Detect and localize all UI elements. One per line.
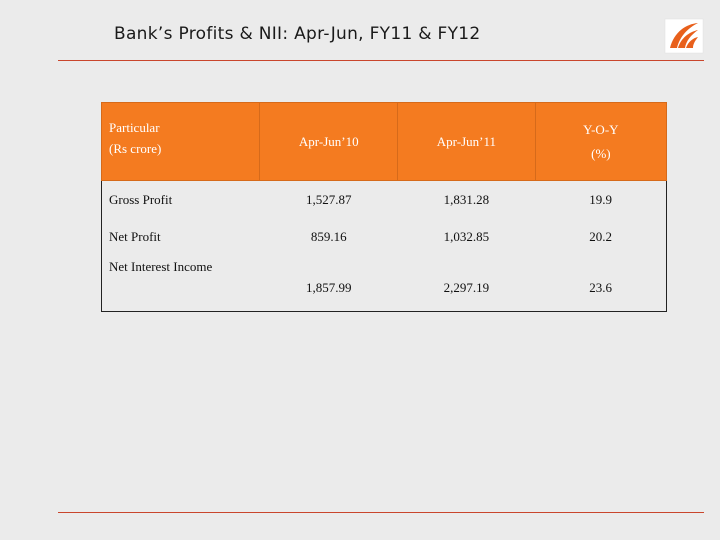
cell-period-1: 1,857.99 bbox=[306, 280, 352, 295]
header-particular-label: Particular bbox=[109, 120, 160, 135]
table-row bbox=[102, 218, 667, 255]
header-period-2: Apr-Jun’11 bbox=[398, 103, 536, 181]
row-label: Net Profit bbox=[109, 228, 161, 244]
cell-period-1: 859.16 bbox=[310, 228, 347, 244]
header-yoy bbox=[535, 103, 666, 181]
table-row bbox=[102, 255, 667, 312]
table-header-row bbox=[102, 103, 667, 181]
top-divider bbox=[58, 60, 704, 61]
cell-yoy: 23.6 bbox=[589, 280, 612, 295]
profits-table bbox=[101, 102, 667, 312]
header-yoy-unit: (%) bbox=[591, 145, 611, 161]
row-label: Gross Profit bbox=[109, 191, 173, 207]
bottom-divider bbox=[58, 512, 704, 513]
page-title: Bank’s Profits & NII: Apr-Jun, FY11 & FY12 bbox=[114, 24, 481, 44]
header-period-1: Apr-Jun’10 bbox=[260, 103, 398, 181]
cell-yoy: 19.9 bbox=[589, 191, 612, 207]
row-label: Net Interest Income bbox=[109, 259, 213, 274]
cell-period-2: 1,032.85 bbox=[443, 228, 490, 244]
cell-yoy: 20.2 bbox=[589, 228, 612, 244]
cell-period-1: 1,527.87 bbox=[306, 191, 352, 207]
bank-logo-icon bbox=[664, 18, 704, 54]
header-particular bbox=[102, 103, 260, 181]
header-yoy-label: Y-O-Y bbox=[583, 121, 619, 137]
cell-period-2: 2,297.19 bbox=[443, 280, 490, 295]
header-particular-unit: (Rs crore) bbox=[109, 141, 162, 156]
cell-period-2: 1,831.28 bbox=[443, 191, 490, 207]
table-row bbox=[102, 181, 667, 219]
